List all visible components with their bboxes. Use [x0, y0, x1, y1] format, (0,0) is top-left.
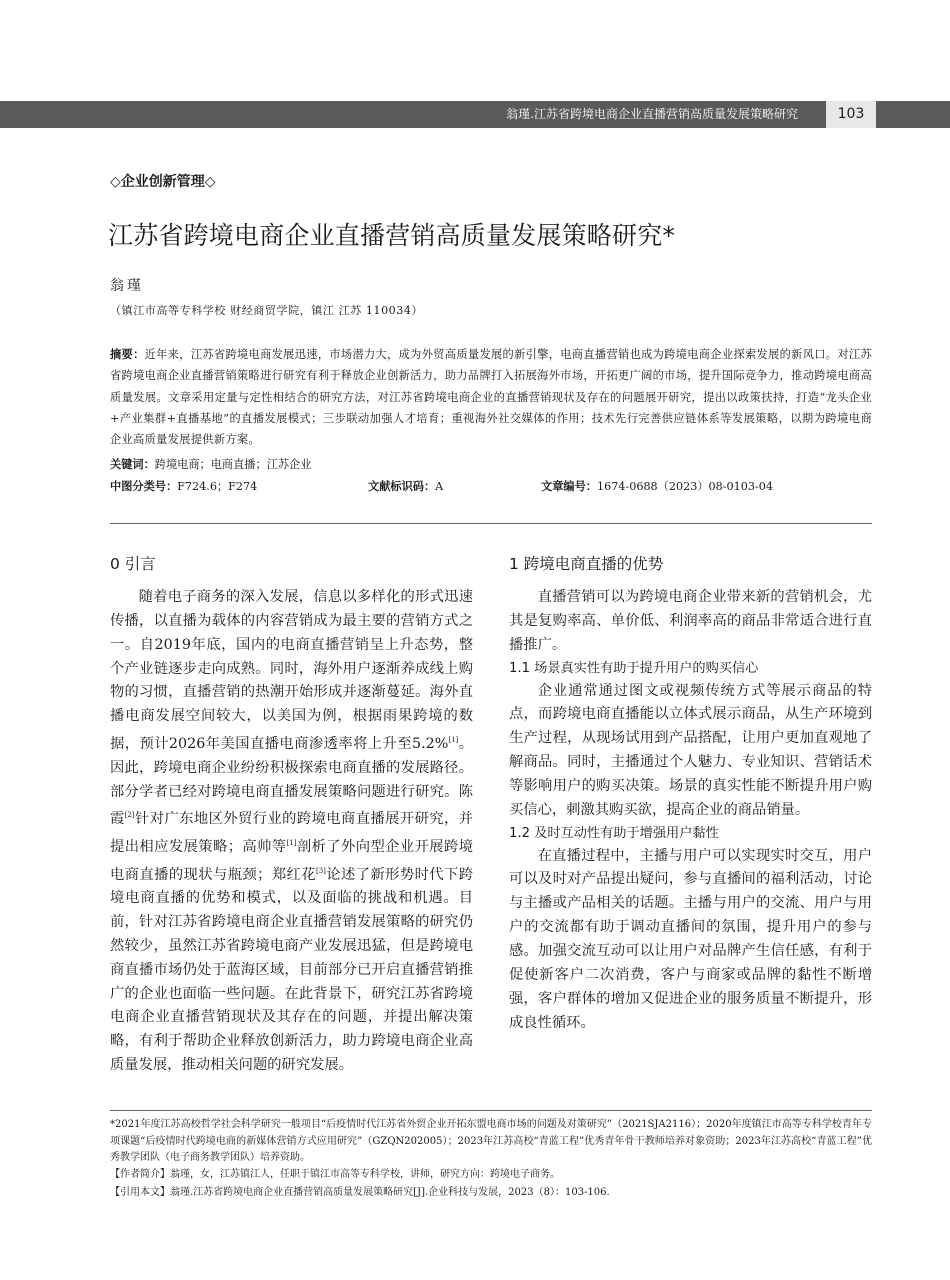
author-affiliation: （镇江市高等专科学校 财经商贸学院，镇江 江苏 110034） — [110, 304, 424, 317]
keywords-label: 关键词： — [110, 458, 155, 471]
author-intro-footnote: 【作者简介】翁瑾，女，江苏镇江人，任职于镇江市高等专科学校，讲师，研究方向：跨境电子商务。 — [110, 1169, 560, 1180]
section-heading-introduction: 0 引言 — [110, 555, 156, 573]
article-number-label: 文章编号： — [541, 480, 597, 493]
citation-ref: [3] — [315, 866, 326, 875]
abstract-text: 近年来，江苏省跨境电商发展迅速，市场潜力大，成为外贸高质量发展的新引擎，电商直播营销也成为跨境电商企业探索发展的新风口。对江苏省跨境电商企业直播营销策略进行研究有利于释放企业创新活力，助力品牌打入拓展海外市场，开拓更广阔的市场，提升国际竞争力，推动跨境电商高质量发展。文章采用定量与定性相结合的研究方法，对江苏省跨境电商企业的直播营销现状及存在的问题展开研究，提出以政策扶持，打造“龙头企业+产业集群+直播基地”的直播发展模式；三步联动加强人才培育；重视海外社交媒体的作用；技术先行完善供应链体系等发展策略，以期为跨境电商企业高质量发展提供新方案。 — [110, 348, 872, 447]
intro-text-1: 随着电子商务的深入发展，信息以多样化的形式迅速传播，以直播为载体的内容营销成为最主要的营销方式之一。自2019年底，国内的电商直播营销呈上升态势，整个产业链逐步走向成熟。同时，海外用户逐渐养成线上购物的习惯，直播营销的热潮开始形成并逐渐蔓延。海外直播电商发展空间较大，以美国为例，根据雨果跨境的数据，预计2026年美国直播电商渗透率将上升至5.2% — [110, 589, 473, 752]
abstract-divider — [110, 523, 872, 524]
subsection-heading-1-2: 1.2 及时互动性有助于增强用户黏性 — [509, 825, 719, 841]
subsection-heading-1-1: 1.1 场景真实性有助于提升用户的购买信心 — [509, 660, 759, 676]
subsection-1-1-paragraph: 企业通常通过图文或视频传统方式等展示商品的特点，而跨境电商直播能以立体式展示商品，从生产环境到生产过程，从现场试用到产品搭配，让用户更加直观地了解商品。同时，主播通过个人魅力、专业知识、营销话术等影响用户的购买决策。场景的真实性能不断提升用户购买信心，刺激其购买欲，提高企业的商品销量。 — [509, 682, 872, 818]
running-header-text: 翁瑾.江苏省跨境电商企业直播营销高质量发展策略研究 — [506, 107, 798, 121]
funding-footnote: *2021年度江苏高校哲学社会科学研究一般项目“后疫情时代江苏省外贸企业开拓东盟电商市场的问题及对策研究”（2021SJA2116）；2020年度镇江市高等专科学校青年专项课题“后疫情时代跨境电商的新媒体营销方式应用研究”（GZQN202005）；2023年江苏高校“青蓝工程”优秀青年骨干教师培养对象资助；2023年江苏高校“青蓝工程”优秀教学团队（电子商务教学团队）培养资助。 — [110, 1119, 872, 1163]
citation-footnote: 【引用本文】翁瑾.江苏省跨境电商企业直播营销高质量发展策略研究[J].企业科技与发展，2023（8）：103-106. — [110, 1187, 610, 1198]
author-name: 翁瑾 — [110, 278, 144, 294]
doc-code-value: A — [435, 480, 444, 493]
page-number: 103 — [826, 101, 876, 128]
clc-value: F724.6；F274 — [177, 480, 258, 493]
abstract-label: 摘要： — [110, 348, 145, 361]
intro-text-5: 论述了新形势时代下跨境电商直播的优势和模式，以及面临的挑战和机遇。目前，针对江苏省跨境电商企业直播营销发展策略的研究仍然较少，虽然江苏省跨境电商产业发展迅猛，但是跨境电商直播市场仍处于蓝海区域，目前部分已开启直播营销推广的企业也面临一些问题。在此背景下，研究江苏省跨境电商企业直播营销现状及其存在的问题，并提出解决策略，有利于帮助企业释放创新活力，助力跨境电商企业高质量发展，推动相关问题的研究发展。 — [110, 866, 474, 1074]
advantages-intro-paragraph: 直播营销可以为跨境电商企业带来新的营销机会，尤其是复购率高、单价低、利润率高的商品非常适合进行直播推广。 — [509, 589, 872, 653]
right-column — [509, 552, 872, 1035]
intro-text-4: 剖析了外向型企业开展跨境电商直播的现状与瓶颈；郑红花 — [110, 838, 474, 883]
section-heading-advantages: 1 跨境电商直播的优势 — [509, 555, 664, 573]
citation-ref: [1] — [448, 736, 459, 745]
intro-text-2: 。因此，跨境电商企业纷纷积极探索电商直播的发展路径。部分学者已经对跨境电商直播发展策略问题进行研究。陈霞 — [110, 735, 473, 828]
subsection-1-2-paragraph: 在直播过程中，主播与用户可以实现实时交互，用户可以及时对产品提出疑问，参与直播间的福利活动，讨论与主播或产品相关的话题。主播与用户的交流、用户与用户的交流都有助于调动直播间的氛围，提升用户的参与感。加强交流互动可以让用户对品牌产生信任感，有利于促使新客户二次消费，客户与商家或品牌的黏性不断增强，客户群体的增加又促进企业的服务质量不断提升，形成良性循环。 — [509, 847, 872, 1031]
doc-code-label: 文献标识码： — [368, 480, 436, 493]
intro-text-3: 针对广东地区外贸行业的跨境电商直播展开研究，并提出相应发展策略；高帅等 — [110, 811, 474, 855]
keywords — [110, 456, 311, 472]
left-column — [110, 552, 473, 1078]
column-tag: ◇企业创新管理◇ — [110, 174, 216, 190]
footnote-divider — [110, 1110, 872, 1111]
clc-label: 中图分类号： — [110, 480, 178, 493]
clc-number — [110, 478, 257, 494]
introduction-paragraph — [110, 586, 473, 1078]
article-title: 江苏省跨境电商企业直播营销高质量发展策略研究* — [108, 221, 676, 250]
article-number — [541, 478, 773, 494]
keywords-text: 跨境电商；电商直播；江苏企业 — [154, 458, 312, 471]
citation-ref: [2] — [124, 811, 135, 820]
running-header-band — [0, 101, 950, 128]
citation-ref: [1] — [286, 838, 297, 847]
abstract — [110, 344, 872, 450]
doc-code — [368, 478, 443, 494]
article-number-value: 1674-0688（2023）08-0103-04 — [596, 480, 774, 493]
